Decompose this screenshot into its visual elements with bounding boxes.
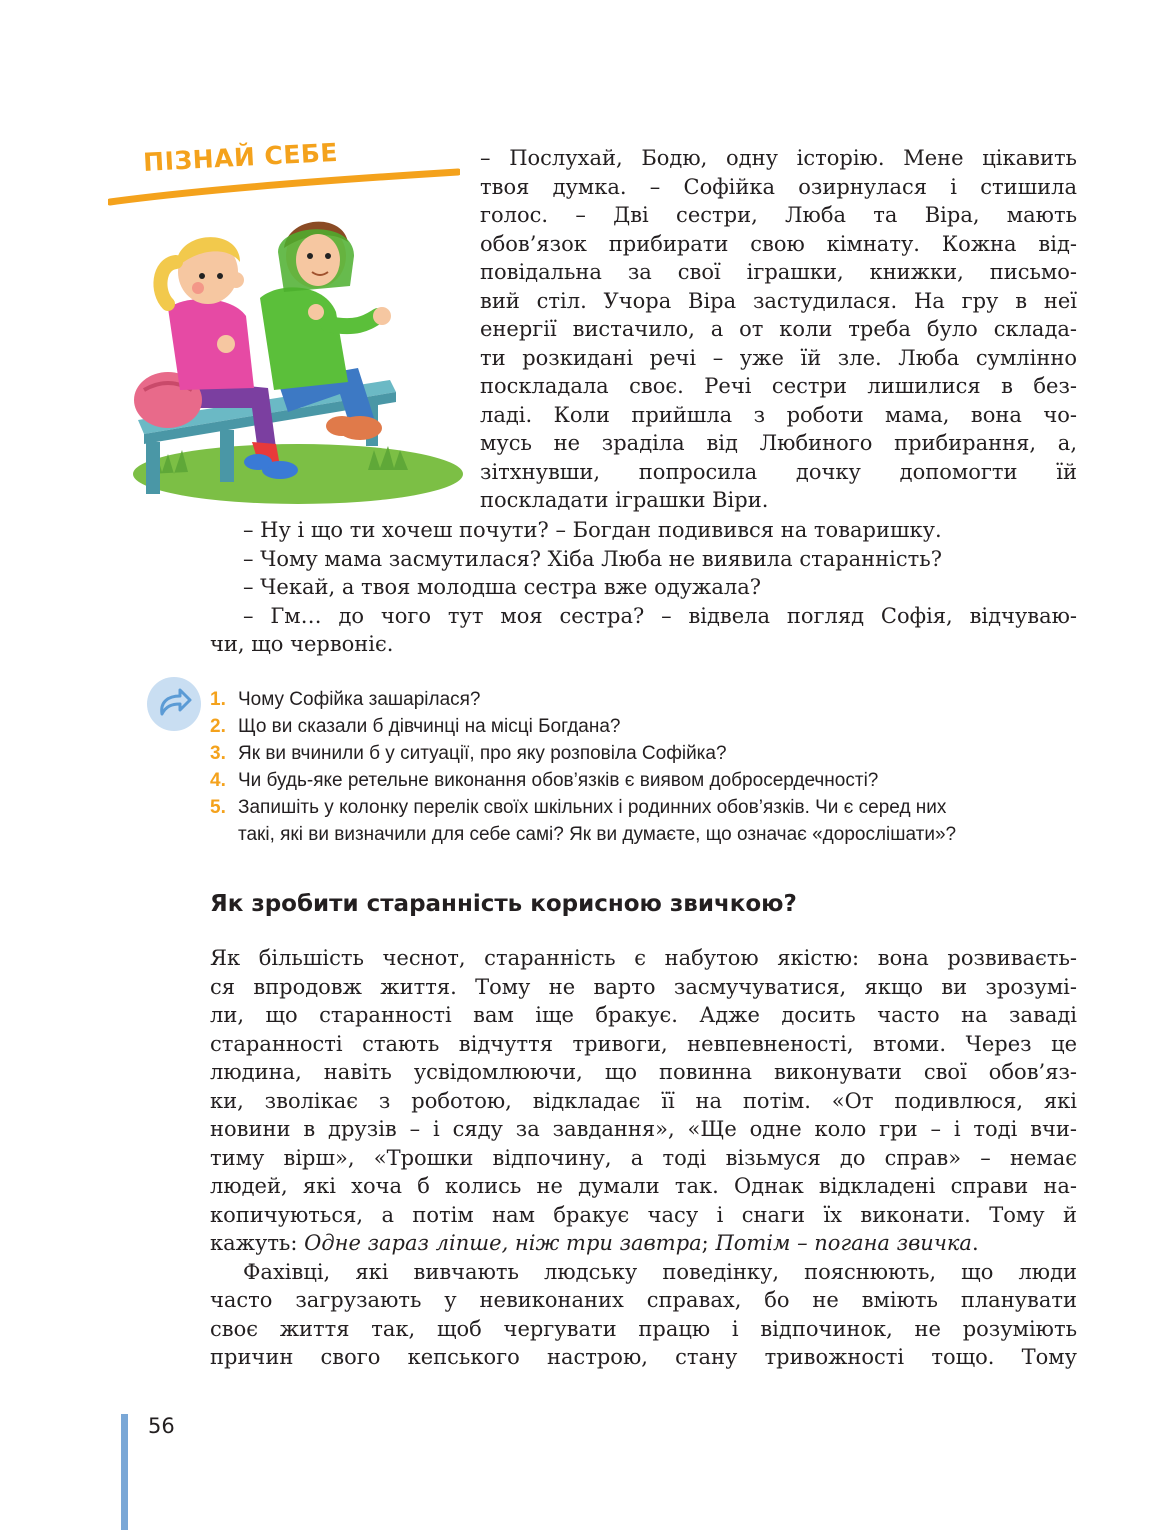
- question-text: Чому Софійка зашарілася?: [238, 689, 481, 710]
- question-text: Що ви сказали б дівчинці на місці Богдана?: [238, 716, 621, 737]
- dialogue: [210, 516, 1077, 659]
- question-number: 3.: [210, 743, 226, 764]
- body-line: причин свого кепського настрою, стану тривожності тощо. Тому: [210, 1345, 1077, 1369]
- question-item: [210, 686, 1090, 713]
- story-line: зітхнувши, попросила дочку допомогти їй: [480, 459, 1077, 484]
- question-number: 5.: [210, 797, 226, 818]
- question-text: Чи будь-яке ретельне виконання обов’язків є виявом добросердечності?: [238, 770, 879, 791]
- question-text: Як ви вчинили б у ситуації, про яку розповіла Софійка?: [238, 743, 727, 764]
- story-line: – Послухай, Бодю, одну історію. Мене цікавить: [480, 146, 1077, 170]
- dialogue-line: – Чому мама засмутилася? Хіба Люба не виявила старанність?: [243, 546, 942, 571]
- story-line: ти розкидані речі – уже їй зле. Люба сумлінно: [480, 345, 1077, 370]
- proverb-separator: ;: [701, 1231, 716, 1255]
- body-line: ли, що старанності вам іще бракує. Адже досить часто на заваді: [210, 1003, 1077, 1027]
- dialogue-line: – Чекай, а твоя молодша сестра вже одужала?: [243, 575, 761, 599]
- question-item: [210, 794, 1090, 848]
- sentence-end: .: [971, 1231, 979, 1255]
- body-line: ки, зволікає з роботою, відкладає її на потім. «От подивлюся, які: [210, 1088, 1077, 1113]
- dialogue-line: – Гм… до чого тут моя сестра? – відвела погляд Софія, відчуваю-: [243, 603, 1077, 628]
- story-line: поскладала своє. Речі сестри лишилися в без-: [480, 374, 1077, 398]
- story-line: обов’язок прибирати свою кімнату. Кожна від-: [480, 231, 1077, 256]
- body-line: часто загрузають у невиконаних справах, бо не вміють планувати: [210, 1288, 1077, 1312]
- badge-title: ПІЗНАЙ СЕБЕ: [142, 137, 339, 177]
- question-number: 1.: [210, 689, 226, 710]
- dialogue-line: чи, що червоніє.: [210, 632, 394, 656]
- question-item: [210, 713, 1090, 740]
- body-line: ся впродовж життя. Тому не варто засмучуватися, якщо ви зрозумі-: [210, 974, 1077, 999]
- body-line: людей, які хоча б колись не думали так. Однак відкладені справи на-: [210, 1174, 1077, 1198]
- story-line: твоя думка. – Софійка озирнулася і стишила: [480, 174, 1077, 199]
- story-line: повідальна за свої іграшки, книжки, письмо-: [480, 260, 1077, 284]
- questions-list: [210, 686, 1090, 848]
- quote-intro: кажуть:: [210, 1231, 305, 1255]
- section-badge: [108, 137, 460, 212]
- story-line: поскладати іграшки Віри.: [480, 488, 769, 512]
- body-line: Як більшість чеснот, старанність є набутою якістю: вона розвиваєть-: [210, 946, 1077, 970]
- page-margin-bar: [121, 1414, 128, 1530]
- body-line: своє життя так, щоб чергувати працю і відпочинок, не розуміють: [210, 1316, 1077, 1341]
- question-text: такі, які ви визначили для себе самі? Як ви думаєте, що означає «дорослішати»?: [238, 824, 957, 845]
- body-line: старанності стають відчуття тривоги, невпевненості, втоми. Через це: [210, 1031, 1077, 1056]
- question-number: 4.: [210, 770, 226, 791]
- body-line: Фахівці, які вивчають людську поведінку, пояснюють, що люди: [243, 1259, 1077, 1284]
- discussion-arrow-icon: [146, 676, 202, 732]
- proverb-two: Потім – погана звичка: [715, 1231, 972, 1255]
- story-paragraph: [480, 144, 1077, 515]
- question-text: Запишіть у колонку перелік своїх шкільних і родинних обов’язків. Чи є серед них: [238, 797, 947, 818]
- body-text: [210, 944, 1077, 1372]
- children-on-bench-illustration: [128, 212, 468, 510]
- question-number: 2.: [210, 716, 226, 737]
- story-line: вий стіл. Учора Віра застудилася. На гру в неї: [480, 288, 1077, 313]
- question-item: [210, 740, 1090, 767]
- body-line: тиму вірш», «Трошки відпочину, а тоді візьмуся до справ» – немає: [210, 1145, 1077, 1170]
- dialogue-line: – Ну і що ти хочеш почути? – Богдан подивився на товаришку.: [243, 518, 942, 542]
- body-line-with-quotes: [210, 1229, 1077, 1258]
- story-line: голос. – Дві сестри, Люба та Віра, мають: [480, 203, 1077, 227]
- question-item: [210, 767, 1090, 794]
- page-number: 56: [148, 1414, 175, 1438]
- proverb-one: Одне зараз ліпше, ніж три завтра: [304, 1231, 702, 1255]
- story-line: мусь не зраділа від Любиного прибирання, а,: [480, 431, 1077, 455]
- body-line: копичуються, а потім нам бракує часу і снаги їх виконати. Тому й: [210, 1202, 1077, 1227]
- body-line: новини в друзів – і сяду за завдання», «Ще одне коло гри – і тоді вчи-: [210, 1117, 1077, 1141]
- story-line: ладі. Коли прийшла з роботи мама, вона чо-: [480, 402, 1077, 427]
- body-line: людина, навіть усвідомлюючи, що повинна виконувати свої обов’яз-: [210, 1060, 1077, 1084]
- section-heading: Як зробити старанність корисною звичкою?: [210, 891, 797, 917]
- story-line: енергії вистачило, а от коли треба було склада-: [480, 317, 1077, 341]
